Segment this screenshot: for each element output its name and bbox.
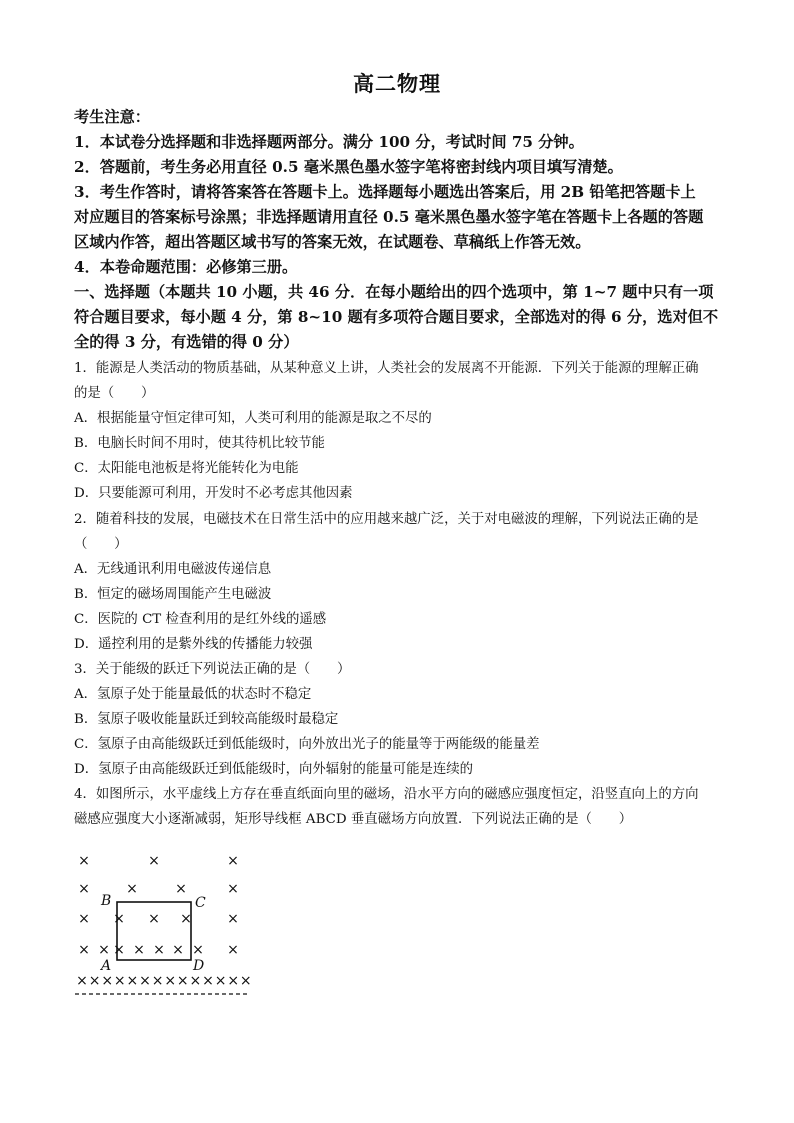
notice-heading: 考生注意： — [74, 108, 150, 126]
question-2-stem: 2．随着科技的发展，电磁技术在日常生活中的应用越来越广泛，关于对电磁波的理解，下列说法正确的是 — [74, 512, 699, 527]
field-cross-mark: × — [227, 942, 239, 958]
question-1-option-c: C．太阳能电池板是将光能转化为电能 — [74, 461, 299, 476]
page-title: 高二物理 — [353, 71, 441, 96]
field-cross-mark: × — [78, 911, 90, 927]
question-3-stem: 3．关于能级的跃迁下列说法正确的是（ ） — [74, 662, 351, 677]
question-1-option-a: A．根据能量守恒定律可知，人类可利用的能源是取之不尽的 — [74, 411, 432, 426]
field-cross-mark: × — [214, 973, 227, 989]
field-cross-mark: × — [78, 942, 90, 958]
field-cross-mark: × — [113, 942, 125, 958]
notice-item: 2．答题前，考生务必用直径 0.5 毫米黑色墨水签字笔将密封线内项目填写清楚。 — [74, 158, 623, 176]
field-cross-mark: × — [239, 973, 252, 989]
field-cross-mark: × — [101, 973, 114, 989]
vertex-label-d: D — [193, 958, 205, 974]
field-cross-mark: × — [98, 942, 110, 958]
question-2-stem: （ ） — [74, 537, 128, 552]
field-cross-mark: × — [227, 973, 240, 989]
field-cross-mark: × — [126, 973, 139, 989]
question-1-option-b: B．电脑长时间不用时，使其待机比较节能 — [74, 436, 325, 451]
question-4-stem: 4．如图所示，水平虚线上方存在垂直纸面向里的磁场，沿水平方向的磁感应强度恒定，沿竖直向上的方向 — [74, 787, 699, 802]
question-1-option-d: D．只要能源可利用，开发时不必考虑其他因素 — [74, 486, 353, 501]
vertex-label-b: B — [101, 893, 112, 909]
field-cross-mark: × — [227, 853, 239, 869]
field-cross-mark: × — [148, 853, 160, 869]
field-cross-mark: × — [180, 911, 192, 927]
field-cross-mark: × — [153, 942, 165, 958]
question-3-option-d: D．氢原子由高能级跃迁到低能级时，向外辐射的能量可能是连续的 — [74, 762, 474, 777]
field-cross-mark: × — [148, 911, 160, 927]
field-cross-mark: × — [76, 973, 88, 989]
field-cross-mark: × — [113, 911, 125, 927]
field-cross-mark: × — [78, 853, 90, 869]
field-cross-mark: × — [78, 881, 90, 897]
question-2-option-d: D．遥控利用的是紫外线的传播能力较强 — [74, 637, 313, 652]
field-cross-mark: × — [164, 973, 177, 989]
question-1-stem: 1．能源是人类活动的物质基础，从某种意义上讲，人类社会的发展离不开能源．下列关于能源的理解正确 — [74, 361, 699, 376]
field-cross-mark: × — [227, 881, 239, 897]
section-heading: 全的得 3 分，有选错的得 0 分） — [74, 333, 299, 351]
notice-item: 对应题目的答案标号涂黑；非选择题请用直径 0.5 毫米黑色墨水签字笔在答题卡上各题的答题 — [74, 208, 704, 226]
vertex-label-c: C — [195, 895, 206, 911]
field-cross-mark: × — [202, 973, 214, 989]
field-cross-mark: × — [139, 973, 151, 989]
field-cross-mark: × — [175, 881, 187, 897]
notice-item: 区域内作答，超出答题区域书写的答案无效，在试题卷、草稿纸上作答无效。 — [74, 233, 591, 251]
field-cross-mark: × — [88, 973, 101, 989]
field-cross-mark: × — [176, 973, 189, 989]
question-2-option-c: C．医院的 CT 检查利用的是红外线的遥感 — [74, 612, 327, 627]
question-4-stem: 磁感应强度大小逐渐减弱，矩形导线框 ABCD 垂直磁场方向放置．下列说法正确的是（ ） — [74, 812, 633, 827]
notice-item: 1．本试卷分选择题和非选择题两部分。满分 100 分，考试时间 75 分钟。 — [74, 133, 584, 151]
vertex-label-a: A — [101, 958, 112, 974]
notice-item: 4．本卷命题范围：必修第三册。 — [74, 258, 298, 276]
field-cross-mark: × — [192, 942, 204, 958]
field-cross-mark: × — [189, 973, 202, 989]
notice-item: 3．考生作答时，请将答案答在答题卡上。选择题每小题选出答案后，用 2B 铅笔把答题卡上 — [74, 183, 696, 201]
question-3-option-a: A．氢原子处于能量最低的状态时不稳定 — [74, 687, 312, 702]
question-3-option-b: B．氢原子吸收能量跃迁到较高能级时最稳定 — [74, 712, 339, 727]
magnetic-field-figure — [70, 845, 255, 1005]
section-heading: 符合题目要求，每小题 4 分，第 8~10 题有多项符合题目要求，全部选对的得 6 分，选对但不 — [74, 308, 719, 326]
field-cross-mark: × — [172, 942, 184, 958]
question-3-option-c: C．氢原子由高能级跃迁到低能级时，向外放出光子的能量等于两能级的能量差 — [74, 737, 540, 752]
field-cross-mark: × — [113, 973, 126, 989]
field-cross-mark: × — [133, 942, 145, 958]
question-1-stem: 的是（ ） — [74, 386, 155, 401]
section-heading: 一、选择题（本题共 10 小题，共 46 分．在每小题给出的四个选项中，第 1~7 题中只有一项 — [74, 283, 714, 301]
field-cross-mark: × — [227, 911, 239, 927]
field-cross-mark: × — [151, 973, 164, 989]
field-cross-mark: × — [126, 881, 138, 897]
question-2-option-a: A．无线通讯利用电磁波传递信息 — [74, 562, 272, 577]
question-2-option-b: B．恒定的磁场周围能产生电磁波 — [74, 587, 272, 602]
